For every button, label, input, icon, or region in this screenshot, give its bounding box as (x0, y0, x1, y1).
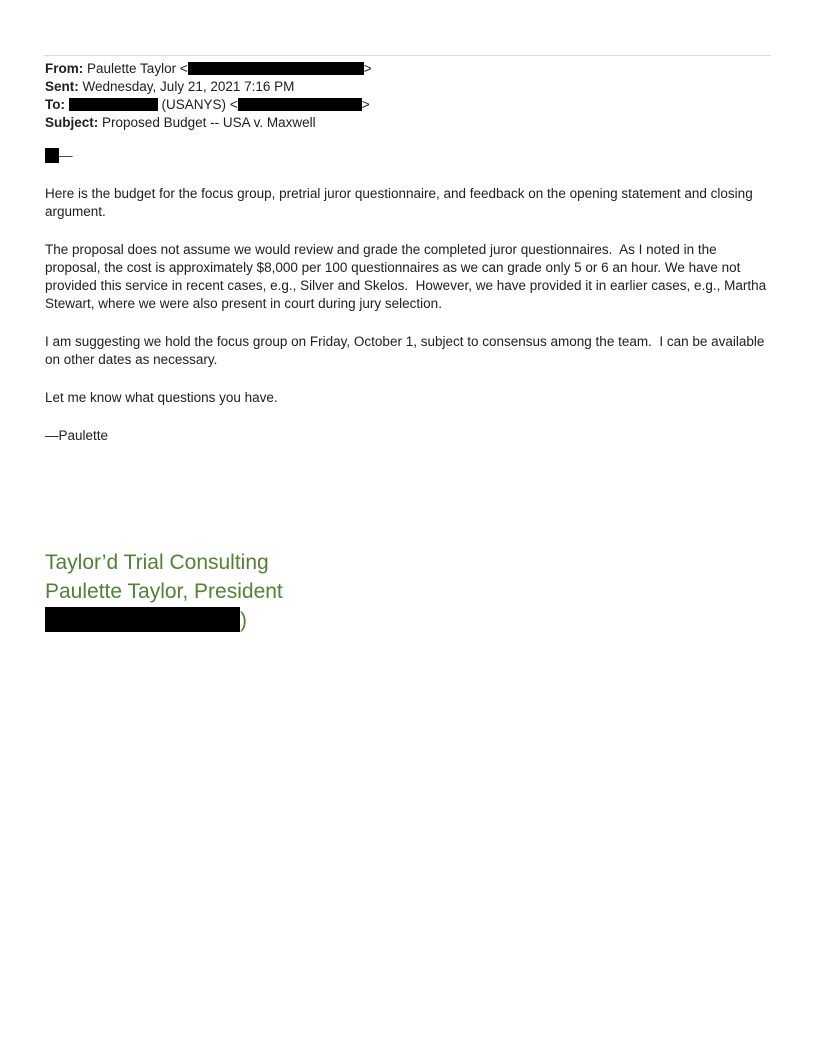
redaction-bar-from-address (188, 62, 364, 75)
greeting-dash: — (59, 148, 73, 163)
from-angle-close: > (363, 61, 372, 76)
body-paragraph: The proposal does not assume we would review and grade the completed juror questionnaires. As I noted in the proposal, the cost is approximately $8,000 per 100 questionnaires as we can grade only 5 or 6 an hour. We have not provided this service in recent cases, e.g., Silver and Skelos. However, we have provided it in earlier cases, e.g., Martha Stewart, where we were also present in court during jury selection. (45, 242, 770, 311)
from-row (45, 60, 771, 78)
signature-contact-row (45, 606, 771, 635)
email-header (45, 60, 771, 132)
header-divider (44, 55, 771, 56)
sent-label: Sent: (45, 79, 79, 94)
from-angle-open: < (179, 61, 188, 76)
signature-person: Paulette Taylor, President (45, 580, 283, 603)
email-body (45, 185, 771, 445)
to-org: (USANYS) (161, 97, 227, 112)
signature-after-redaction: ) (240, 609, 247, 632)
subject-row (45, 114, 771, 132)
redaction-bar-to-name (69, 98, 158, 111)
body-paragraph: Here is the budget for the focus group, pretrial juror questionnaire, and feedback on the opening statement and closing argument. (45, 186, 757, 219)
from-name: Paulette Taylor (87, 61, 177, 76)
to-angle-open: < (229, 97, 238, 112)
from-label: From: (45, 61, 84, 76)
subject-value: Proposed Budget -- USA v. Maxwell (102, 115, 316, 130)
redaction-bar-signature-contact (45, 607, 240, 632)
to-label: To: (45, 97, 65, 112)
redaction-box-greeting-name (45, 148, 59, 163)
sent-value: Wednesday, July 21, 2021 7:16 PM (82, 79, 295, 94)
signature-company: Taylor’d Trial Consulting (45, 551, 269, 574)
body-paragraph: Let me know what questions you have. (45, 390, 278, 405)
greeting-row (45, 147, 771, 165)
sent-row (45, 78, 771, 96)
body-paragraph: I am suggesting we hold the focus group on Friday, October 1, subject to consensus among the team. I can be available on other dates as necessary. (45, 334, 769, 367)
redaction-bar-to-address (238, 98, 362, 111)
to-row (45, 96, 771, 114)
to-angle-close: > (361, 97, 370, 112)
body-paragraph: —Paulette (45, 428, 109, 443)
signature-block (45, 548, 771, 635)
subject-label: Subject: (45, 115, 99, 130)
